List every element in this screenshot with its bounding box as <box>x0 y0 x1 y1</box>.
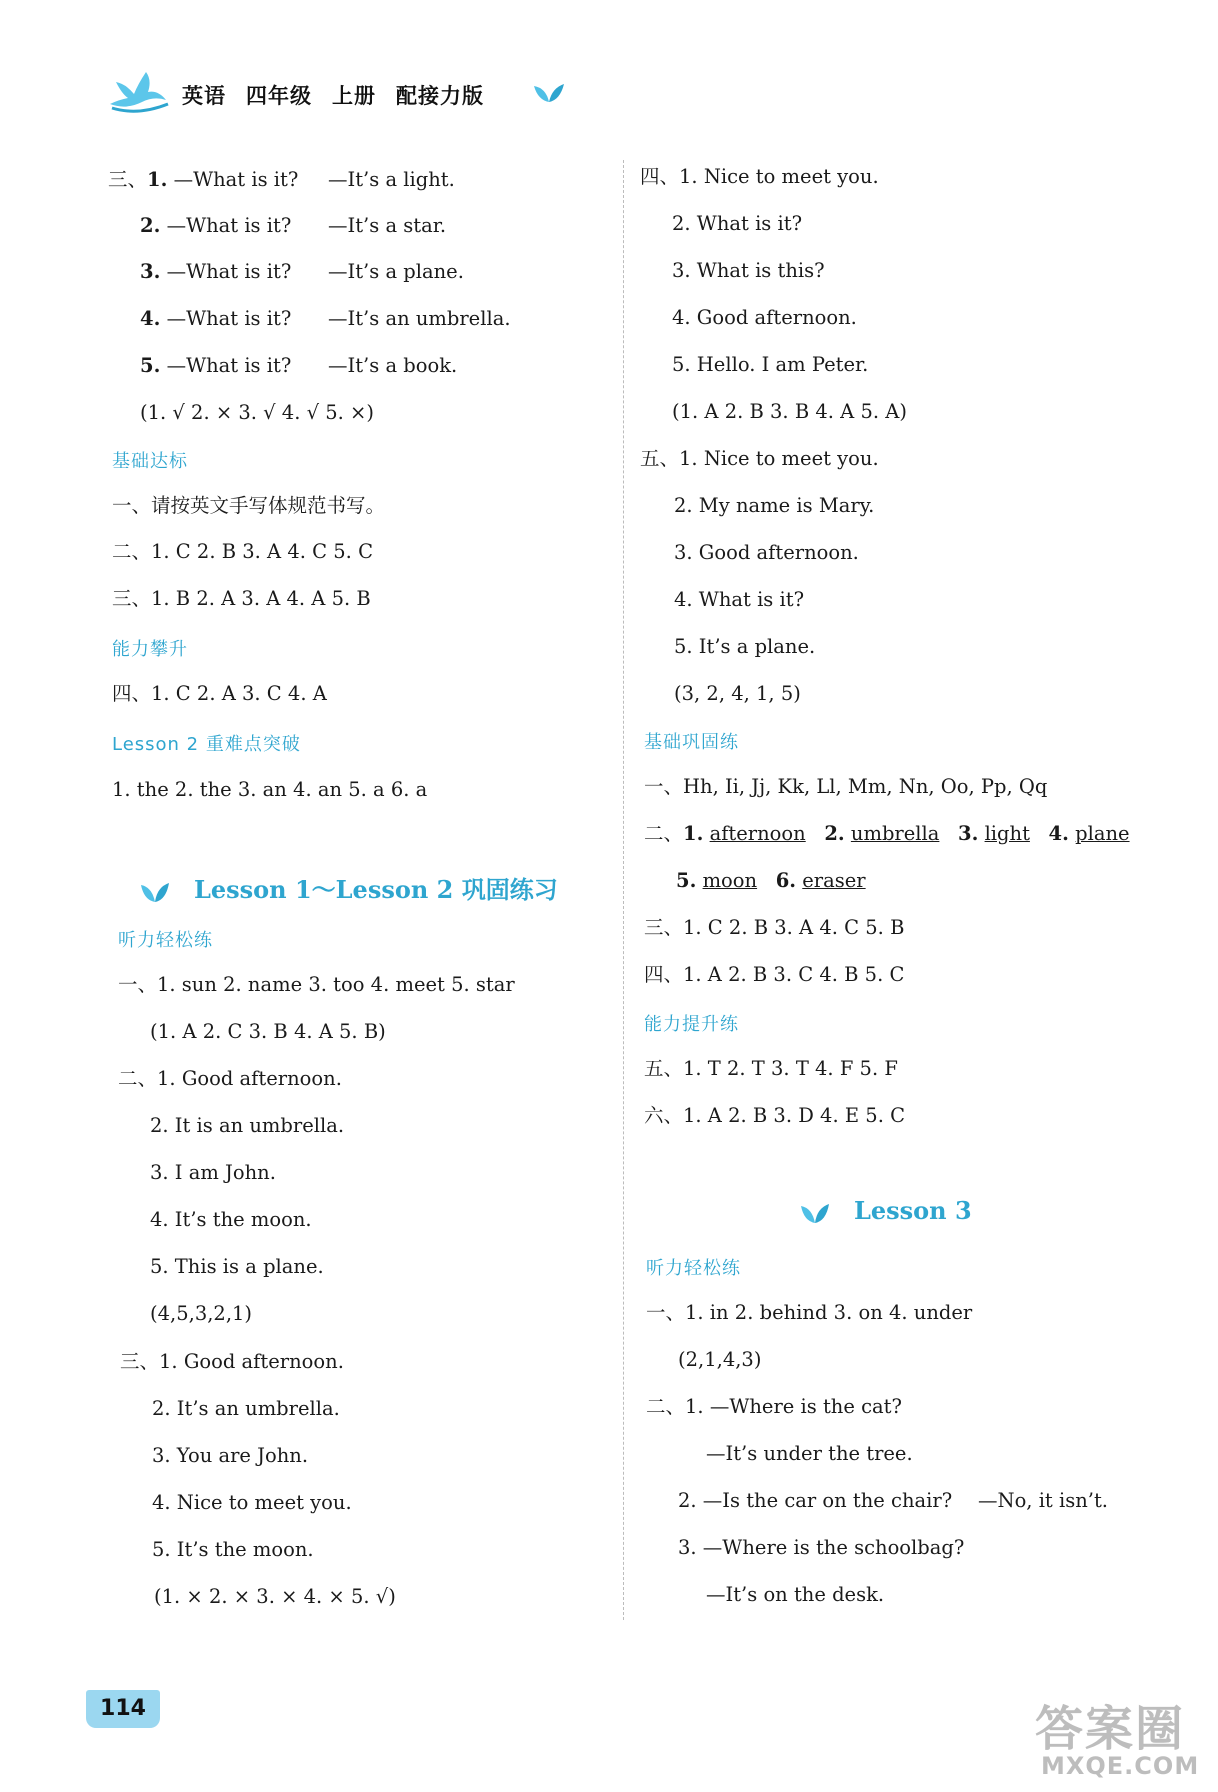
right-s5-answer: (3, 2, 4, 1, 5) <box>674 682 801 705</box>
lesson3-line-1: 一、1. in 2. behind 3. on 4. under <box>646 1301 973 1324</box>
right-s5-item-4: 4. What is it? <box>674 588 805 611</box>
review-s3-item-2: 2. It’s an umbrella. <box>152 1397 340 1420</box>
section-heading-nengli: 能力攀升 <box>112 639 188 660</box>
lesson3-line-3: —It’s under the tree. <box>706 1442 913 1465</box>
lesson3-line-5: 3. —Where is the schoolbag? <box>678 1536 965 1559</box>
right-s4-item-5: 5. Hello. I am Peter. <box>672 353 869 376</box>
right-s4-answer: (1. A 2. B 3. B 4. A 5. A) <box>672 400 907 423</box>
review-s2-item-1: 二、1. Good afternoon. <box>118 1067 342 1090</box>
review-s2-item-5: 5. This is a plane. <box>150 1255 324 1278</box>
lesson3-line-1-answer: (2,1,4,3) <box>678 1348 762 1371</box>
left-s3-row-2: 2. —What is it? —It’s a star. <box>140 214 447 237</box>
right-gonggu-line-4: 四、1. A 2. B 3. C 4. B 5. C <box>644 963 905 986</box>
page-number: 114 <box>100 1696 146 1721</box>
left-jichu-line-2: 二、1. C 2. B 3. A 4. C 5. C <box>112 540 373 563</box>
review-title: Lesson 1～Lesson 2 巩固练习 <box>140 870 558 905</box>
left-s3-answer: (1. √ 2. × 3. √ 4. √ 5. ×) <box>140 401 374 424</box>
edition: 配接力版 <box>396 84 484 108</box>
left-s3-row-4: 4. —What is it? —It’s an umbrella. <box>140 307 511 330</box>
page-number-tab <box>86 1690 160 1728</box>
right-s4-item-3: 3. What is this? <box>672 259 825 282</box>
section-heading-tisheng: 能力提升练 <box>644 1014 739 1035</box>
left-jichu-line-1: 一、请按英文手写体规范书写。 <box>112 494 386 517</box>
page-header <box>108 70 588 120</box>
review-s3-answer: (1. × 2. × 3. × 4. × 5. √) <box>154 1585 396 1608</box>
review-s2-item-3: 3. I am John. <box>150 1161 276 1184</box>
right-s4-item-4: 4. Good afternoon. <box>672 306 857 329</box>
section-heading-lesson2: Lesson 2 重难点突破 <box>112 734 301 755</box>
lesson3-title: Lesson 3 <box>800 1196 972 1225</box>
left-jichu-line-3: 三、1. B 2. A 3. A 4. A 5. B <box>112 587 371 610</box>
review-s1: 一、1. sun 2. name 3. too 4. meet 5. star <box>118 973 515 996</box>
lesson3-line-4: 2. —Is the car on the chair? —No, it isn’t. <box>678 1489 1109 1512</box>
section-heading-listen-1: 听力轻松练 <box>118 930 213 951</box>
right-gonggu-line-3: 三、1. C 2. B 3. A 4. C 5. B <box>644 916 905 939</box>
right-s5-item-5: 5. It’s a plane. <box>674 635 816 658</box>
leaf-icon <box>532 82 566 104</box>
left-lesson2-line-1: 1. the 2. the 3. an 4. an 5. a 6. a <box>112 778 428 801</box>
right-gonggu-line-2: 二、1. afternoon 2. umbrella 3. light 4. plane <box>644 822 1130 845</box>
left-s3-row-3: 3. —What is it? —It’s a plane. <box>140 260 464 283</box>
right-gonggu-line-1: 一、Hh, Ii, Jj, Kk, Ll, Mm, Nn, Oo, Pp, Qq <box>644 775 1048 798</box>
section-heading-listen-2: 听力轻松练 <box>646 1258 741 1279</box>
watermark-logo: 答案圈 <box>1035 1701 1186 1757</box>
right-gonggu-line-2b: 5. moon 6. eraser <box>676 869 866 892</box>
left-nengli-line-1: 四、1. C 2. A 3. C 4. A <box>112 682 327 705</box>
right-s4-item-1: 四、1. Nice to meet you. <box>640 165 879 188</box>
right-tisheng-line-1: 五、1. T 2. T 3. T 4. F 5. F <box>644 1057 898 1080</box>
right-s5-item-3: 3. Good afternoon. <box>674 541 859 564</box>
column-divider <box>623 160 624 1620</box>
left-s3-row-5: 5. —What is it? —It’s a book. <box>140 354 458 377</box>
leaf-icon <box>140 880 170 904</box>
leaf-icon <box>800 1201 830 1225</box>
right-s4-item-2: 2. What is it? <box>672 212 803 235</box>
review-s3-item-5: 5. It’s the moon. <box>152 1538 314 1561</box>
subject: 英语 <box>182 84 226 108</box>
book-title <box>182 80 504 110</box>
volume: 上册 <box>332 84 376 108</box>
section-heading-gonggu: 基础巩固练 <box>644 732 739 753</box>
lesson3-line-2: 二、1. —Where is the cat? <box>646 1395 902 1418</box>
left-s3-row-1: 三、1. —What is it? —It’s a light. <box>108 168 455 191</box>
watermark <box>1035 1690 1210 1785</box>
review-s3-item-3: 3. You are John. <box>152 1444 309 1467</box>
review-s1-answer: (1. A 2. C 3. B 4. A 5. B) <box>150 1020 386 1043</box>
right-s5-item-1: 五、1. Nice to meet you. <box>640 447 879 470</box>
review-s2-item-2: 2. It is an umbrella. <box>150 1114 345 1137</box>
review-s3-item-4: 4. Nice to meet you. <box>152 1491 352 1514</box>
section-heading-jichu: 基础达标 <box>112 451 188 472</box>
right-tisheng-line-2: 六、1. A 2. B 3. D 4. E 5. C <box>644 1104 906 1127</box>
review-s2-item-4: 4. It’s the moon. <box>150 1208 312 1231</box>
review-s3-item-1: 三、1. Good afternoon. <box>120 1350 344 1373</box>
lesson3-line-6: —It’s on the desk. <box>706 1583 885 1606</box>
right-s5-item-2: 2. My name is Mary. <box>674 494 875 517</box>
watermark-url: MXQE.COM <box>1041 1752 1200 1780</box>
grade: 四年级 <box>246 84 312 108</box>
bird-logo-icon <box>108 70 172 114</box>
review-s2-answer: (4,5,3,2,1) <box>150 1302 253 1325</box>
